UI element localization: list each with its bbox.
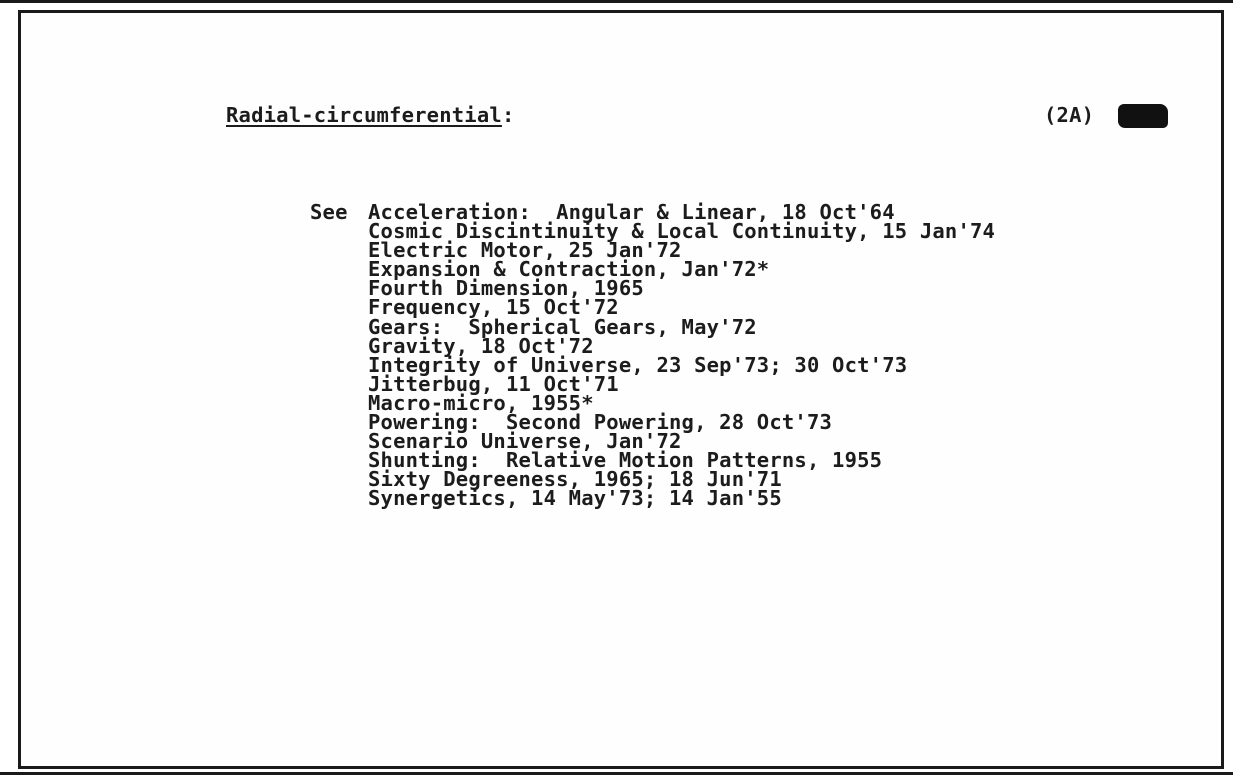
list-item: Electric Motor, 25 Jan'72	[368, 238, 682, 263]
cross-reference-list	[368, 200, 996, 511]
list-item: Synergetics, 14 May'73; 14 Jan'55	[368, 486, 782, 511]
list-item: Jitterbug, 11 Oct'71	[368, 371, 619, 396]
list-item: Macro-micro, 1955*	[368, 390, 594, 415]
list-item: Gears: Spherical Gears, May'72	[368, 314, 757, 339]
card-heading	[226, 103, 515, 127]
list-item: Shunting: Relative Motion Patterns, 1955	[368, 448, 883, 473]
top-rule	[0, 0, 1233, 3]
redaction-mark	[1118, 104, 1168, 128]
list-item: Gravity, 18 Oct'72	[368, 333, 594, 358]
list-item: Cosmic Discintinuity & Local Continuity, 15 Jan'74	[368, 219, 996, 244]
list-item: Powering: Second Powering, 28 Oct'73	[368, 410, 833, 435]
list-item: Integrity of Universe, 23 Sep'73; 30 Oct'73	[368, 352, 908, 377]
heading-title: Radial-circumferential	[226, 103, 502, 127]
heading-colon: :	[501, 103, 515, 127]
list-item: Sixty Degreeness, 1965; 18 Jun'71	[368, 467, 782, 492]
list-item: Acceleration: Angular & Linear, 18 Oct'64	[368, 200, 895, 224]
see-label: See	[310, 200, 348, 224]
list-item: Expansion & Contraction, Jan'72*	[368, 257, 770, 282]
list-item: Frequency, 15 Oct'72	[368, 295, 619, 320]
list-item: Scenario Universe, Jan'72	[368, 429, 682, 454]
list-item: Fourth Dimension, 1965	[368, 276, 644, 301]
card-code: (2A)	[1044, 103, 1095, 127]
